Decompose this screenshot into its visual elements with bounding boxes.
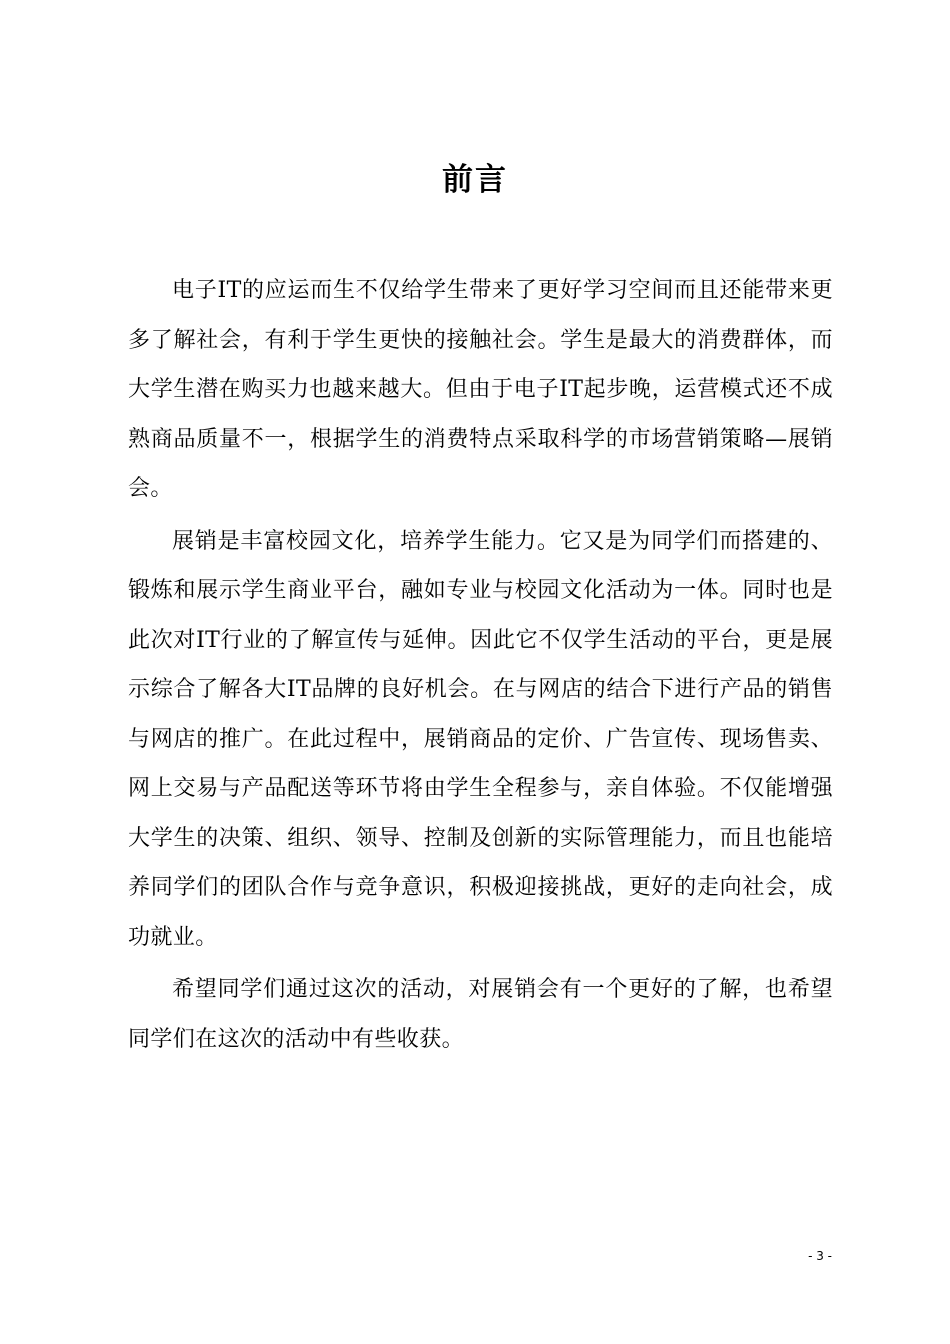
paragraph-2: 展销是丰富校园文化，培养学生能力。它又是为同学们而搭建的、锻炼和展示学生商业平台，融如专业与校园文化活动为一体。同时也是此次对IT行业的了解宣传与延伸。因此它不仅学生活动的平台，更是展示综合了解各大IT品牌的良好机会。在与网店的结合下进行产品的销售与网店的推广。在此过程中，展销商品的定价、广告宣传、现场售卖、网上交易与产品配送等环节将由学生全程参与，亲自体验。不仅能增强大学生的决策、组织、领导、控制及创新的实际管理能力，而且也能培养同学们的团队合作与竞争意识，积极迎接挑战，更好的走向社会，成功就业。 [128,528,833,950]
paragraph-3: 希望同学们通过这次的活动，对展销会有一个更好的了解，也希望同学们在这次的活动中有些收获。 [128,977,833,1052]
page-number: - 3 - [808,1249,832,1263]
preface-body [128,266,833,1067]
paragraph-1: 电子IT的应运而生不仅给学生带来了更好学习空间而且还能带来更多了解社会，有利于学生更快的接触社会。学生是最大的消费群体，而大学生潜在购买力也越来越大。但由于电子IT起步晚，运营模式还不成熟商品质量不一，根据学生的消费特点采取科学的市场营销策略—展销会。 [128,278,833,501]
page-title: 前言 [442,162,508,198]
